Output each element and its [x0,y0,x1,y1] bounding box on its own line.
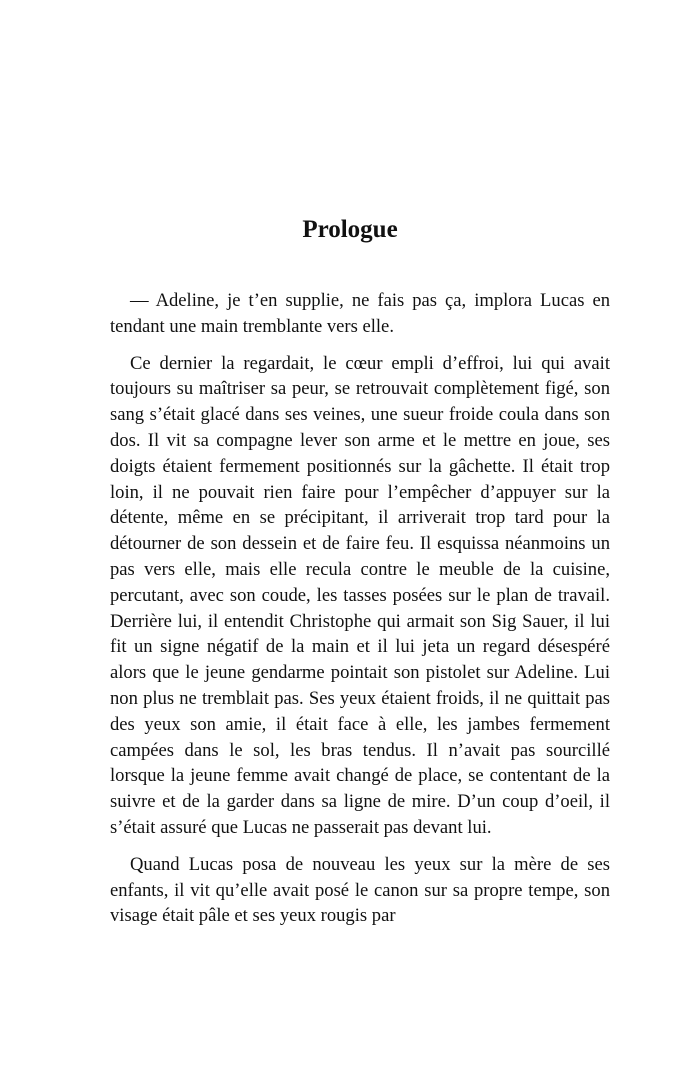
chapter-body [110,288,610,940]
paragraph-2: Ce dernier la regardait, le cœur empli d’effroi, lui qui avait toujours su maîtriser sa peur, se retrouvait complètement figé, son sang s’était glacé dans ses veines, une sueur froide coula dans son dos. Il vit sa compagne lever son arme et le mettre en joue, ses doigts étaient fermement positionnés sur la gâchette. Il était trop loin, il ne pouvait rien faire pour l’empêcher d’appuyer sur la détente, même en se précipitant, il arriverait trop tard pour la détourner de son dessein et de faire feu. Il esquissa néanmoins un pas vers elle, mais elle recula contre le meuble de la cuisine, percutant, avec son coude, les tasses posées sur le plan de travail. Derrière lui, il entendit Christophe qui armait son Sig Sauer, il lui fit un signe négatif de la main et il lui jeta un regard désespéré alors que le jeune gendarme pointait son pistolet sur Adeline. Lui non plus ne tremblait pas. Ses yeux étaient froids, il ne quittait pas des yeux son amie, il était face à elle, les jambes fermement campées dans le sol, les bras tendus. Il n’avait pas sourcillé lorsque la jeune femme avait changé de place, se contentant de la suivre et de la garder dans sa ligne de mire. D’un coup d’oeil, il s’était assuré que Lucas ne passerait pas devant lui. [110,352,610,838]
paragraph-3: Quand Lucas posa de nouveau les yeux sur la mère de ses enfants, il vit qu’elle avait posé le canon sur sa propre tempe, son visage était pâle et ses yeux rougis par [110,853,610,927]
chapter-title: Prologue [302,216,398,243]
paragraph-1: — Adeline, je t’en supplie, ne fais pas ça, implora Lucas en tendant une main tremblante vers elle. [110,290,610,337]
